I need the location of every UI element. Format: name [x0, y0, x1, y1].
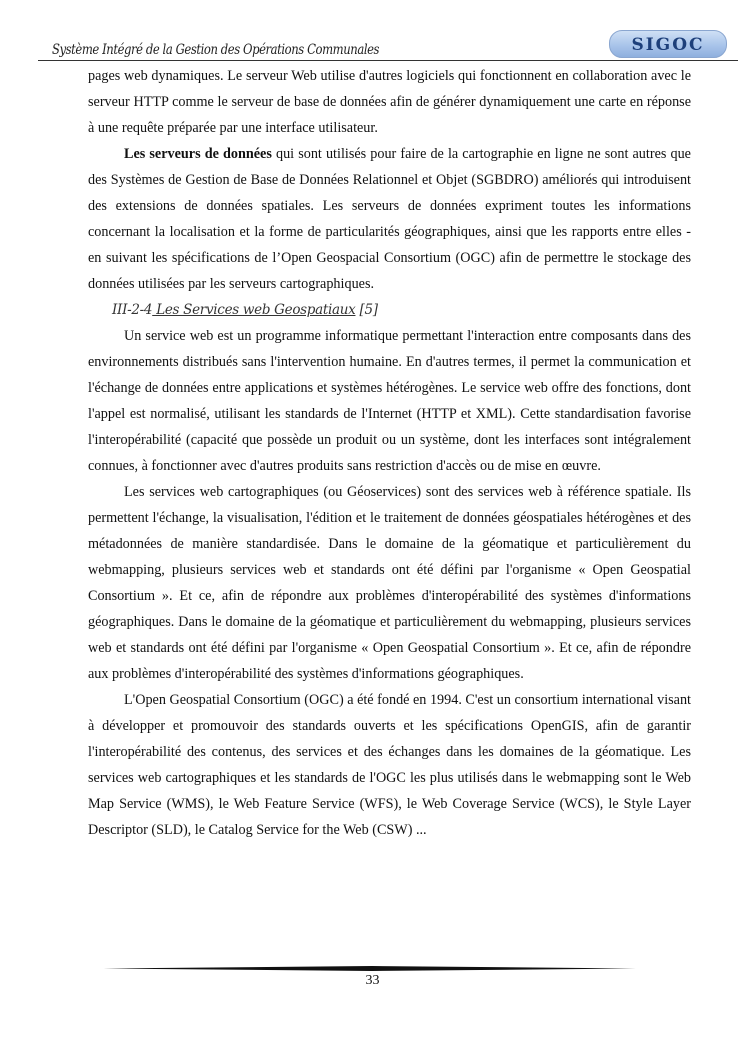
header-rule: [38, 60, 738, 61]
page-number: 33: [365, 973, 380, 988]
sigoc-logo-mark: [618, 33, 718, 55]
paragraph-1: pages web dynamiques. Le serveur Web utilise d'autres logiciels qui fonctionnent en collaboration avec le serveur HTTP comme le serveur de base de données afin de générer dynamiquement une carte en réponse à une requête préparée par une interface utilisateur.: [88, 68, 691, 136]
paragraph-4: Les services web cartographiques (ou Géoservices) sont des services web à référence spatiale. Ils permettent l'échange, la visualisation, l'édition et le traitement de données géospatiales hétérogènes et des métadonnées de manière standardisée. Dans le domaine de la géomatique et particulièrement du webmapping, plusieurs services web et standards ont été défini par l'organisme « Open Geospatial Consortium ». Et ce, afin de répondre aux problèmes d'interopérabilité des systèmes d'informations géographiques. Dans le domaine de la géomatique et particulièrement du webmapping, plusieurs services web et standards ont été défini par l'organisme « Open Geospatial Consortium ». Et ce, afin de répondre aux problèmes d'interopérabilité des systèmes d'informations géographiques.: [88, 484, 691, 682]
paragraph-2-bold-lead: Les serveurs de données: [124, 146, 272, 162]
section-heading: [88, 297, 691, 323]
paragraph-5: L'Open Geospatial Consortium (OGC) a été fondé en 1994. C'est un consortium international visant à développer et promouvoir des standards ouverts et les spécifications OpenGIS, afin de garantir l'interopérabilité des contenus, des services et des échanges dans les domaines de la géomatique. Les services web cartographiques et les standards de l'OGC les plus utilisés dans le webmapping sont le Web Map Service (WMS), le Web Feature Service (WFS), le Web Coverage Service (WCS), le Style Layer Descriptor (SLD), le Catalog Service for the Web (CSW) ...: [88, 692, 691, 838]
page-body: [88, 63, 691, 843]
sigoc-logo: [609, 30, 727, 58]
section-reference: [5]: [355, 302, 378, 318]
paragraph-2: [88, 141, 691, 297]
paragraph-3: Un service web est un programme informatique permettant l'interaction entre composants dans des environnements distribués sans l'intervention humaine. En d'autres termes, il permet la communication et l'échange de données entre applications et systèmes hétérogènes. Le service web offre des fonctions, dont l'appel est normalisé, utilisant les standards de l'Internet (HTTP et XML). Cette standardisation favorise l'interopérabilité (capacité que possède un produit ou un système, dont les interfaces sont intégralement connues, à fonctionner avec d'autres produits sans restriction d'accès ou de mise en œuvre.: [88, 328, 691, 474]
section-title: Les Services web Geospatiaux: [152, 302, 356, 318]
sigoc-logo-text: SIGOC: [631, 35, 705, 55]
running-header-title: Système Intégré de la Gestion des Opérations Communales: [52, 42, 380, 58]
section-number: III-2-4: [112, 302, 153, 318]
paragraph-2-text: qui sont utilisés pour faire de la cartographie en ligne ne sont autres que des Systèmes de Gestion de Base de Données Relationnel et Objet (SGBDRO) améliorés qui introduisent des extensions de données spatiales. Les serveurs de données expriment toutes les informations concernant la localisation et la forme de particularités géographiques, ainsi que les rapports entre elles - en suivant les spécifications de l’Open Geospacial Consortium (OGC) afin de permettre le stockage des données utilisées par les serveurs cartographiques.: [88, 146, 691, 292]
footer-rule: [103, 966, 641, 971]
